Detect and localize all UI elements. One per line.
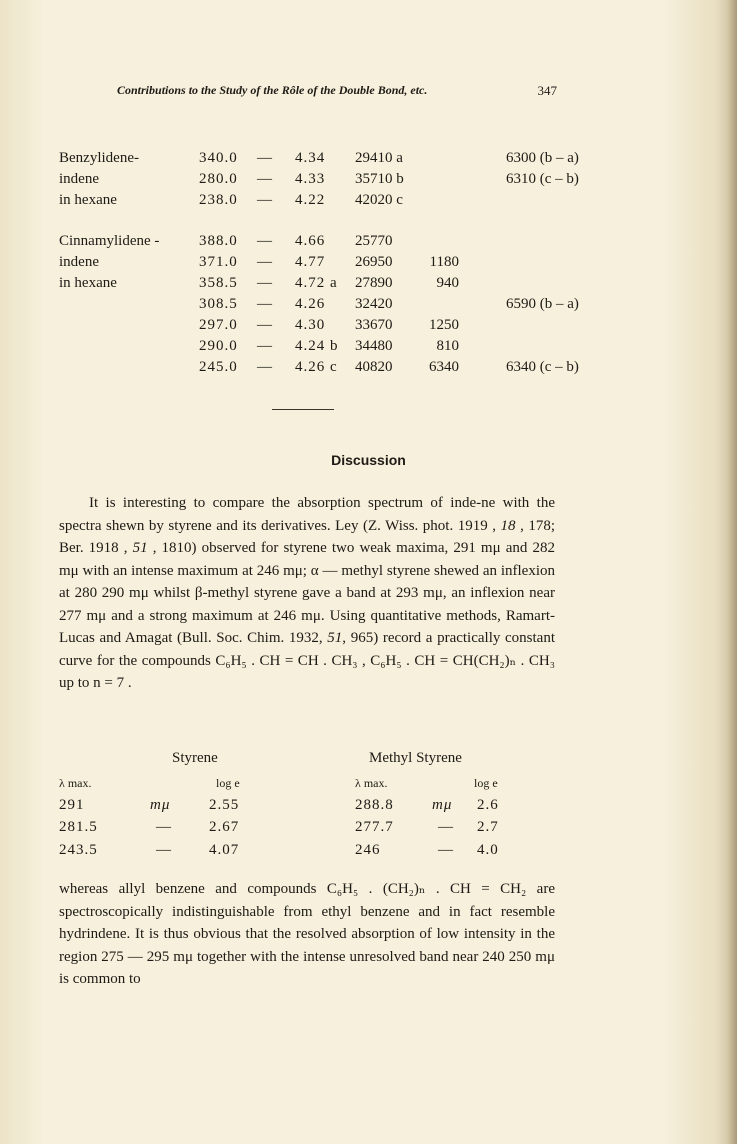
styrene-title: Styrene: [172, 750, 218, 766]
difference-value: 6340: [429, 359, 459, 375]
frequency-value: 26950: [355, 254, 393, 270]
frequency-value: 32420: [355, 296, 393, 312]
lambda-value: 280.0: [199, 171, 238, 187]
dash: —: [257, 254, 272, 270]
compound-label: Benzylidene-: [59, 150, 139, 166]
difference-value: 1180: [429, 254, 459, 270]
log-value: 2.55: [209, 797, 240, 813]
page-edge: [727, 0, 737, 1144]
section-heading: Discussion: [331, 452, 406, 468]
dash: —: [257, 150, 272, 166]
lambda-value: 277.7: [355, 819, 394, 835]
log-value: 4.30: [295, 317, 326, 333]
separation-value: 6340 (c – b): [506, 359, 579, 375]
compound-label: in hexane: [59, 192, 117, 208]
lambda-value: 358.5: [199, 275, 238, 291]
separation-value: 6590 (b – a): [506, 296, 579, 312]
dash: —: [257, 171, 272, 187]
page-number: 347: [537, 83, 557, 98]
lambda-value: 290.0: [199, 338, 238, 354]
frequency-value: 33670: [355, 317, 393, 333]
column-header: λ max.: [355, 776, 388, 790]
lambda-value: 297.0: [199, 317, 238, 333]
difference-value: 940: [436, 275, 459, 291]
log-value: 4.26: [295, 296, 326, 312]
methyl-styrene-title: Methyl Styrene: [369, 750, 462, 766]
frequency-value: 42020 c: [355, 192, 403, 208]
frequency-value: 40820: [355, 359, 393, 375]
lambda-value: 246: [355, 842, 381, 858]
lambda-value: 288.8: [355, 797, 394, 813]
paragraph: [59, 492, 555, 695]
lambda-value: 238.0: [199, 192, 238, 208]
lambda-value: 308.5: [199, 296, 238, 312]
lambda-value: 281.5: [59, 819, 98, 835]
lambda-value: 388.0: [199, 233, 238, 249]
separation-value: 6310 (c – b): [506, 171, 579, 187]
compound-label: in hexane: [59, 275, 117, 291]
dash: —: [257, 192, 272, 208]
log-value: 4.0: [477, 842, 499, 858]
log-value: 4.66: [295, 233, 326, 249]
paragraph-text: , 178; Ber. 1918 ,: [59, 517, 556, 556]
frequency-value: 35710 b: [355, 171, 404, 187]
frequency-value: 29410 a: [355, 150, 403, 166]
log-value: 2.7: [477, 819, 499, 835]
unit: —: [156, 842, 172, 858]
column-header: log e: [216, 776, 240, 790]
dash: —: [257, 233, 272, 249]
log-value: 4.77: [295, 254, 326, 270]
frequency-value: 34480: [355, 338, 393, 354]
paragraph-text: , 1810) observed for styrene two weak maxima, 291 mμ and 282 mμ with an intense maximum at 246 mμ; α — methyl styrene shewed an inflexion at 280 290 mμ whilst β-methyl styrene gave a band at 293 mμ, an inflexion near 277 mμ and a strong maximum at 246 mμ. Using quantitative methods, Ramart-Lucas and Amagat (Bull. Soc. Chim. 1932,: [59, 540, 555, 646]
compound-label: indene: [59, 171, 99, 187]
lambda-value: 371.0: [199, 254, 238, 270]
log-value: 4.07: [209, 842, 240, 858]
column-header: log e: [474, 776, 498, 790]
log-value: 4.33: [295, 171, 326, 187]
lambda-value: 243.5: [59, 842, 98, 858]
log-value: 4.22: [295, 192, 326, 208]
volume-number: 18: [500, 517, 516, 534]
unit: mμ: [432, 797, 453, 813]
difference-value: 810: [436, 338, 459, 354]
unit: —: [438, 842, 454, 858]
paragraph-text: , 965) record a practically constant curve for the compounds C₆H₅ . CH = CH . CH₃ , C₆H₅ . CH = CH(CH₂)ₙ . CH₃ up to n = 7 .: [59, 630, 555, 691]
dash: —: [257, 317, 272, 333]
frequency-value: 25770: [355, 233, 393, 249]
unit: mμ: [150, 797, 171, 813]
compound-label: Cinnamylidene -: [59, 233, 160, 249]
dash: —: [257, 338, 272, 354]
log-value: 2.67: [209, 819, 240, 835]
unit: —: [438, 819, 454, 835]
volume-number: 51: [327, 630, 343, 646]
log-value: 4.34: [295, 150, 326, 166]
log-value: 4.72 a: [295, 275, 338, 291]
compound-label: indene: [59, 254, 99, 270]
unit: —: [156, 819, 172, 835]
column-header: λ max.: [59, 776, 92, 790]
lambda-value: 340.0: [199, 150, 238, 166]
lambda-value: 291: [59, 797, 85, 813]
section-divider: [272, 409, 334, 410]
dash: —: [257, 296, 272, 312]
separation-value: 6300 (b – a): [506, 150, 579, 166]
dash: —: [257, 359, 272, 375]
log-value: 4.24 b: [295, 338, 339, 354]
log-value: 2.6: [477, 797, 499, 813]
paragraph: whereas allyl benzene and compounds C₆H₅ . (CH₂)ₙ . CH = CH₂ are spectroscopically indistinguishable from ethyl benzene and in fact resemble hydrindene. It is thus obvious that the resolved absorption of low intensity in the region 275 — 295 mμ together with the intense unresolved band near 240 250 mμ is common to: [59, 881, 555, 987]
difference-value: 1250: [429, 317, 459, 333]
lambda-value: 245.0: [199, 359, 238, 375]
running-header: [117, 83, 557, 98]
volume-number: 51: [132, 540, 148, 556]
dash: —: [257, 275, 272, 291]
running-title: Contributions to the Study of the Rôle of the Double Bond, etc.: [117, 83, 428, 97]
log-value: 4.26 c: [295, 359, 338, 375]
frequency-value: 27890: [355, 275, 393, 291]
paragraph-text: It is interesting to compare the absorption spectrum of inde-ne with the spectra shewn by styrene and its derivatives. Ley (Z. Wiss. phot. 1919 ,: [59, 495, 555, 534]
